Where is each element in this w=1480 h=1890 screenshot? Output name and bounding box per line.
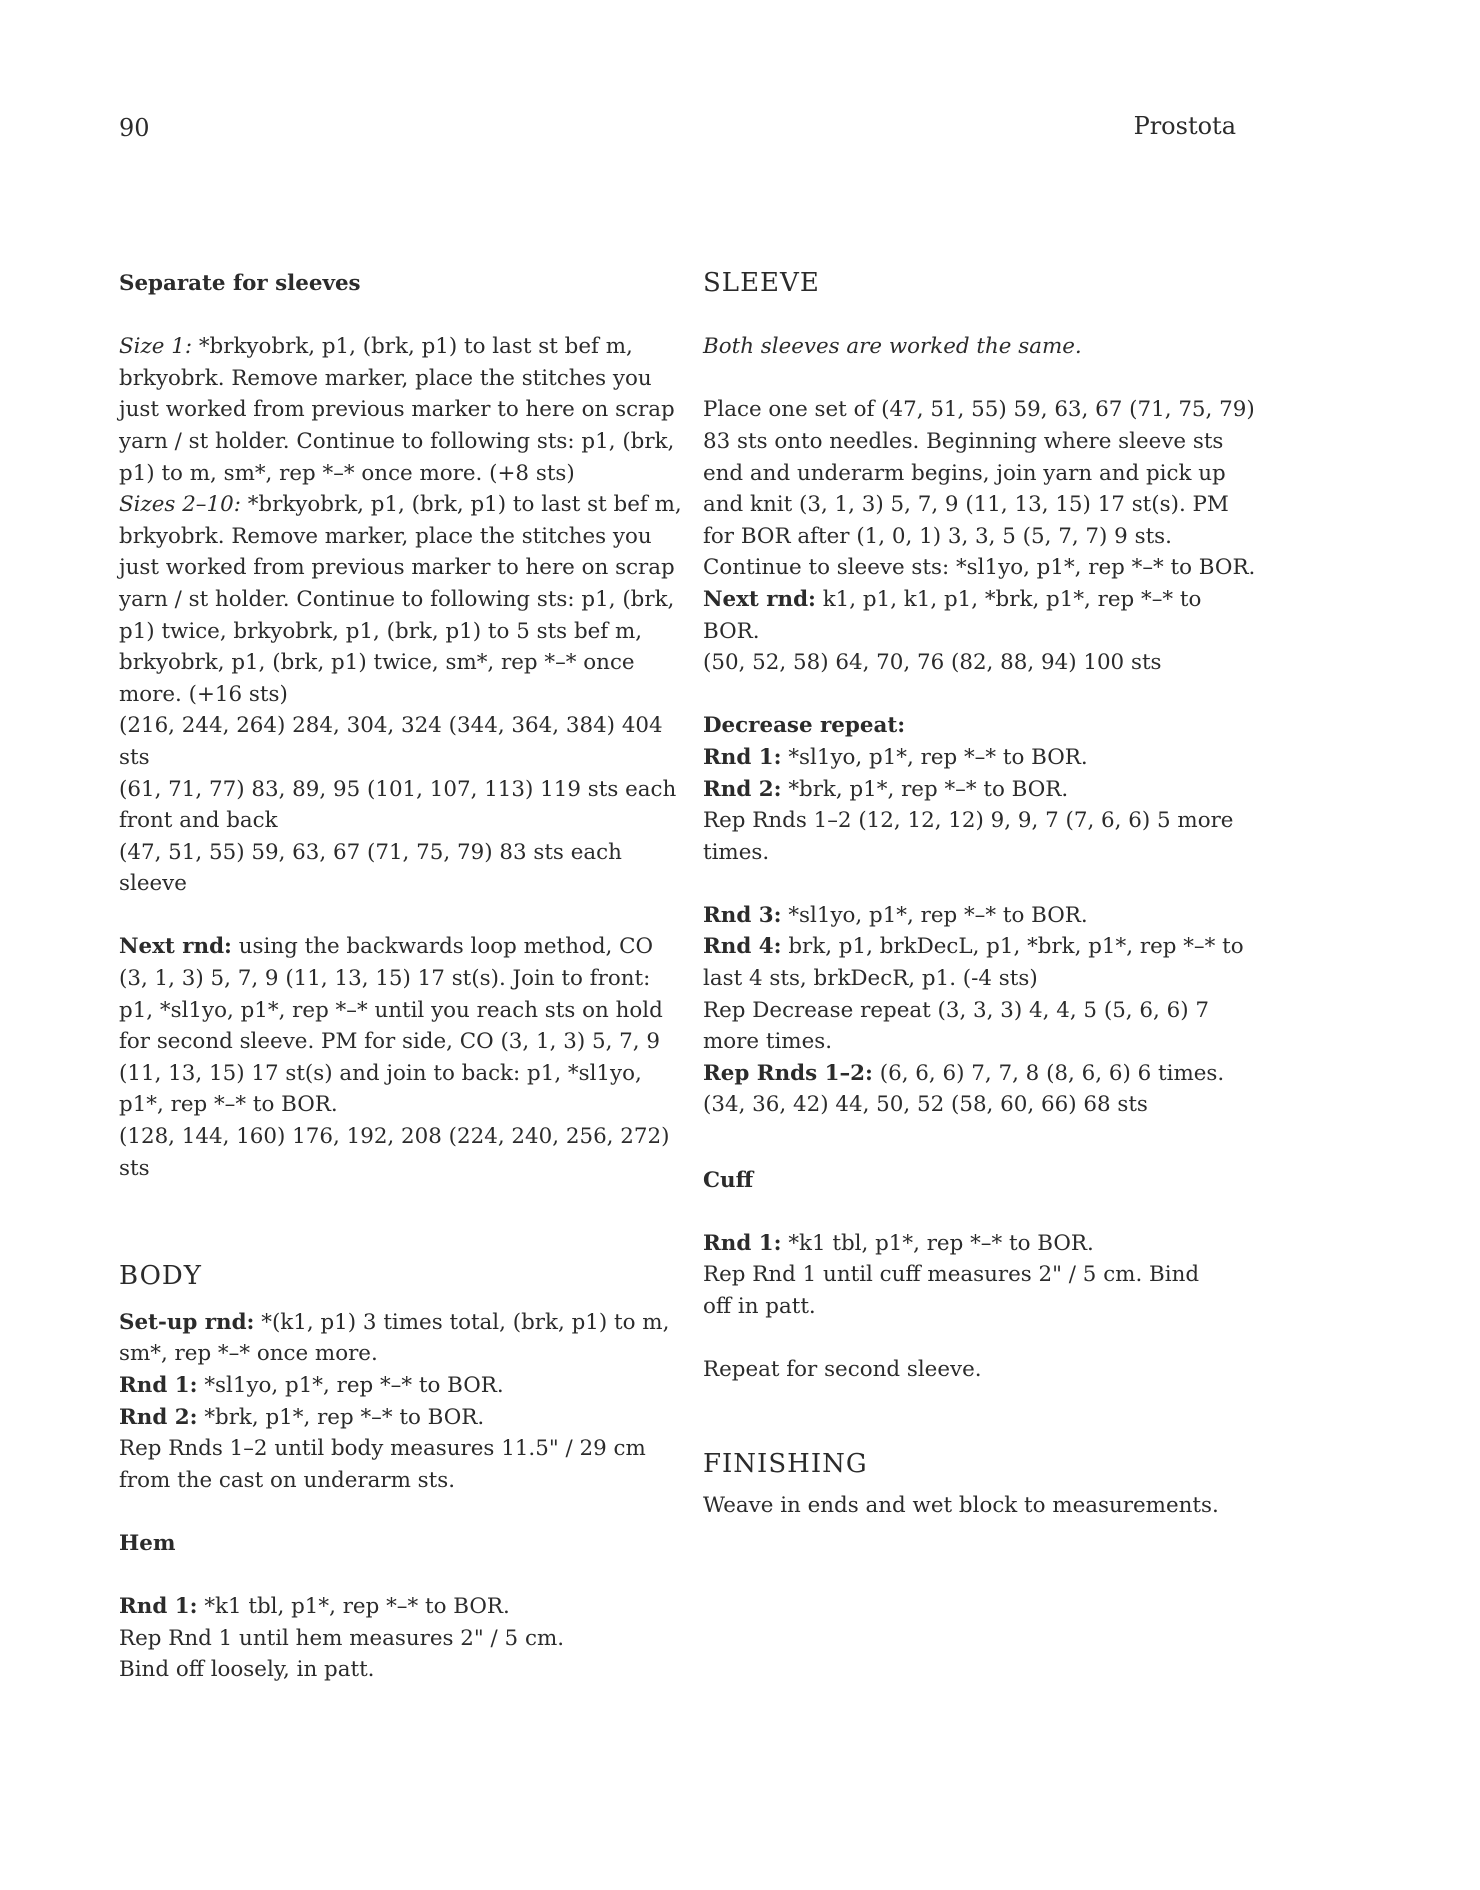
finishing-text: Weave in ends and wet block to measurements. xyxy=(703,1493,1219,1519)
dec-rnd1 xyxy=(703,742,1263,774)
body-rep: Rep Rnds 1–2 until body measures 11.5" / 29 cm from the cast on underarm sts. xyxy=(119,1436,646,1493)
dec-count: (34, 36, 42) 44, 50, 52 (58, 60, 66) 68 sts xyxy=(703,1092,1148,1118)
setup-label: Set-up rnd: xyxy=(119,1309,255,1335)
body-rnd2 xyxy=(119,1402,684,1434)
body-rnd2-text: *brk, p1*, rep *–* to BOR. xyxy=(197,1404,485,1430)
dec-rep-rnds xyxy=(703,1058,1263,1090)
sleeve-place: Place one set of (47, 51, 55) 59, 63, 67 (71, 75, 79) 83 sts onto needles. Beginning where sleeve sts end and underarm begins, join yarn and pick up and knit (3, 1, 3) 5, 7, 9 (11, 13, 15) 17 st(s). PM for BOR after (1, 0, 1) 3, 3, 5 (5, 7, 7) 9 sts. Continue to sleeve sts: *sl1yo, p1*, rep *–* to BOR. xyxy=(703,397,1256,581)
dec-rnd4-text: brk, p1, brkDecL, p1, *brk, p1*, rep *–* to last 4 sts, brkDecR, p1. (-4 sts) xyxy=(703,934,1244,992)
setup-rnd xyxy=(119,1307,684,1370)
dec-rnd4 xyxy=(703,931,1263,994)
size1-instruction xyxy=(119,331,684,489)
dec-rep-decrease: Rep Decrease repeat (3, 3, 3) 4, 4, 5 (5, 6, 6) 7 more times. xyxy=(703,997,1209,1055)
hem-heading: Hem xyxy=(119,1530,176,1556)
hem-rnd1-text: *k1 tbl, p1*, rep *–* to BOR. xyxy=(197,1594,510,1620)
sleeve-heading: SLEEVE xyxy=(703,268,820,298)
sleeve-note: Both sleeves are worked the same. xyxy=(703,334,1082,360)
hem-rep: Rep Rnd 1 until hem measures 2" / 5 cm. xyxy=(119,1625,565,1651)
dec-rep-rnds-text: (6, 6, 6) 7, 7, 8 (8, 6, 6) 6 times. xyxy=(872,1060,1225,1086)
dec-rnd1-text: *sl1yo, p1*, rep *–* to BOR. xyxy=(781,744,1088,770)
dec-rnd4-label: Rnd 4: xyxy=(703,934,782,960)
next-rnd-label: Next rnd: xyxy=(119,934,232,960)
body-rnd2-label: Rnd 2: xyxy=(119,1404,198,1430)
dec-rnd2-label: Rnd 2: xyxy=(703,776,782,802)
cuff-rnd1 xyxy=(703,1228,1263,1260)
sleeve-next-rnd xyxy=(703,584,1263,647)
cuff-heading: Cuff xyxy=(703,1167,754,1193)
body-heading: BODY xyxy=(119,1261,202,1292)
dec-rnd3 xyxy=(703,900,1263,932)
dec-rnd2-text: *brk, p1*, rep *–* to BOR. xyxy=(781,776,1069,802)
size1-label: Size 1: xyxy=(119,334,193,360)
dec-rep-rnds-label: Rep Rnds 1–2: xyxy=(703,1060,873,1086)
count-sleeve: (47, 51, 55) 59, 63, 67 (71, 75, 79) 83 sts each sleeve xyxy=(119,839,622,897)
hem-rnd1 xyxy=(119,1591,684,1623)
left-column xyxy=(119,268,684,1686)
count-front-back: (61, 71, 77) 83, 89, 95 (101, 107, 113) 119 sts each front and back xyxy=(119,776,677,834)
finishing-heading: FINISHING xyxy=(703,1448,868,1479)
right-column xyxy=(703,268,1263,1522)
body-rnd1-text: *sl1yo, p1*, rep *–* to BOR. xyxy=(197,1373,504,1398)
dec-rnd3-label: Rnd 3: xyxy=(703,902,782,928)
sizes2-instruction xyxy=(119,489,684,710)
next-rnd-instruction xyxy=(119,931,684,1121)
sleeve-next-count: (50, 52, 58) 64, 70, 76 (82, 88, 94) 100 sts xyxy=(703,650,1162,676)
body-rnd1-label: Rnd 1: xyxy=(119,1373,198,1398)
cuff-rnd1-label: Rnd 1: xyxy=(703,1230,782,1256)
sleeve-next-text: k1, p1, k1, p1, *brk, p1*, rep *–* to BOR. xyxy=(703,586,1202,644)
body-rnd1 xyxy=(119,1370,684,1402)
sizes2-text: *brkyobrk, p1, (brk, p1) to last st bef m, brkyobrk. Remove marker, place the stitches you just worked from previous marker to here on scrap yarn / st holder. Continue to following sts: p1, (brk, p1) twice, brkyobrk, p1, (brk, p1) to 5 sts bef m, brkyobrk, p1, (brk, p1) twice, sm*, rep *–* once more. (+16 sts) xyxy=(119,492,682,707)
dec-rnd1-label: Rnd 1: xyxy=(703,744,782,770)
dec-rnd3-text: *sl1yo, p1*, rep *–* to BOR. xyxy=(781,902,1088,928)
dec-rep: Rep Rnds 1–2 (12, 12, 12) 9, 9, 7 (7, 6, 6) 5 more times. xyxy=(703,808,1234,865)
next-rnd-text: using the backwards loop method, CO (3, 1, 3) 5, 7, 9 (11, 13, 15) 17 st(s). Join to front: p1, *sl1yo, p1*, rep *–* until you reach sts on hold for second sleeve. PM for side, CO (3, 1, 3) 5, 7, 9 (11, 13, 15) 17 st(s) and join to back: p1, *sl1yo, p1*, rep *–* to BOR. xyxy=(119,934,663,1118)
book-title: Prostota xyxy=(1133,112,1236,140)
page-number: 90 xyxy=(119,114,150,142)
hem-bind: Bind off loosely, in patt. xyxy=(119,1657,375,1683)
separate-heading: Separate for sleeves xyxy=(119,271,361,296)
cuff-repeat: Repeat for second sleeve. xyxy=(703,1357,982,1383)
count-total: (216, 244, 264) 284, 304, 324 (344, 364, 384) 404 sts xyxy=(119,713,663,770)
size1-text: *brkyobrk, p1, (brk, p1) to last st bef m, brkyobrk. Remove marker, place the stitches you just worked from previous marker to here on scrap yarn / st holder. Continue to following sts: p1, (brk, p1) to m, sm*, rep *–* once more. (+8 sts) xyxy=(119,334,675,486)
sleeve-next-label: Next rnd: xyxy=(703,586,816,612)
hem-rnd1-label: Rnd 1: xyxy=(119,1594,198,1620)
cuff-rep: Rep Rnd 1 until cuff measures 2" / 5 cm. Bind off in patt. xyxy=(703,1262,1200,1319)
setup-text: *(k1, p1) 3 times total, (brk, p1) to m, sm*, rep *–* once more. xyxy=(119,1309,670,1367)
cuff-rnd1-text: *k1 tbl, p1*, rep *–* to BOR. xyxy=(781,1230,1094,1256)
dec-rnd2 xyxy=(703,774,1263,806)
decrease-heading: Decrease repeat: xyxy=(703,713,906,739)
sizes2-label: Sizes 2–10: xyxy=(119,492,241,518)
next-rnd-count: (128, 144, 160) 176, 192, 208 (224, 240, 256, 272) sts xyxy=(119,1124,670,1181)
